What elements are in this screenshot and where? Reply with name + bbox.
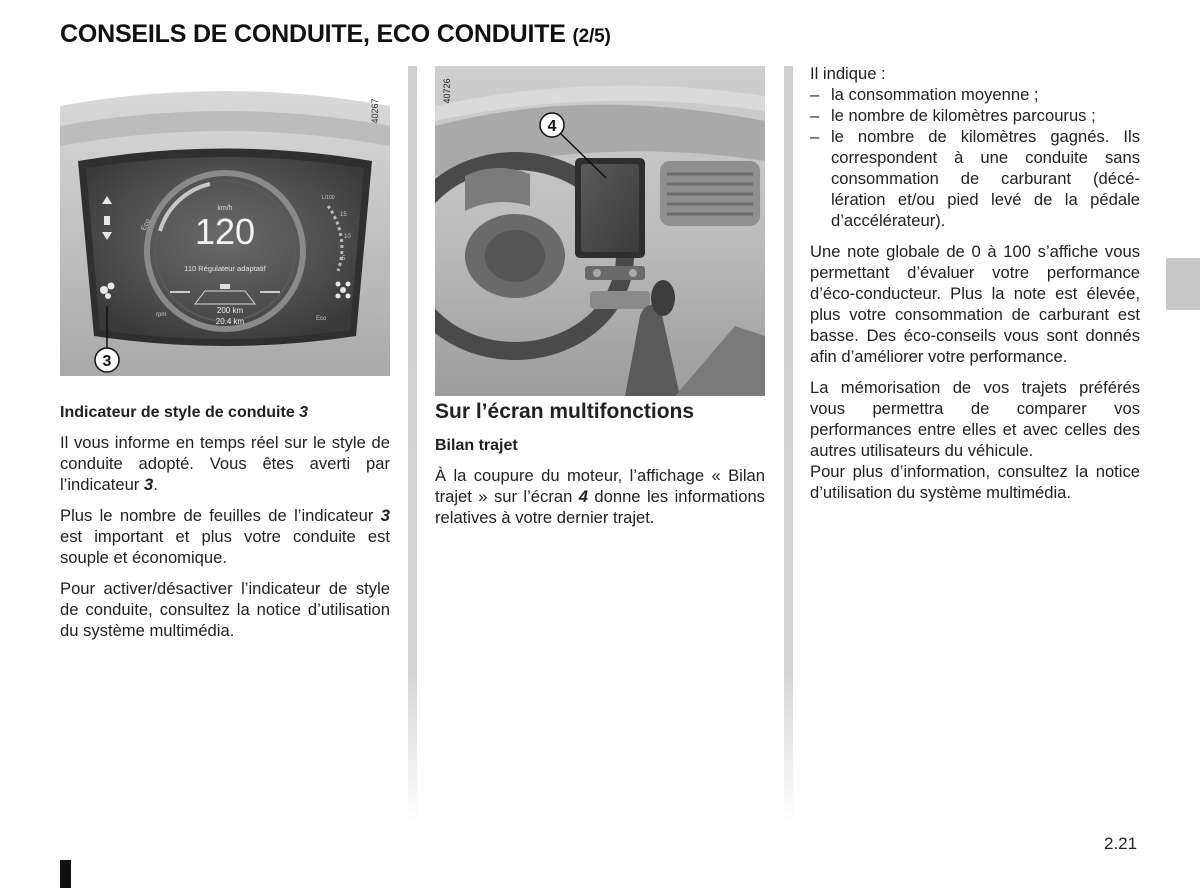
speed-unit: km/h [217,205,233,212]
p2-end: est important et plus votre conduite est souple et économique. [60,527,390,567]
page-title-text: CONSEILS DE CONDUITE, ECO CONDUITE [60,20,566,48]
cruise-text: 110 Régulateur adaptatif [184,264,266,273]
p1-text: Il vous informe en temps réel sur le style de conduite adopté. Vous êtes averti par l’indicateur [60,433,390,494]
trip-p1-ref: 4 [578,487,588,506]
trip-summary-paragraph [435,465,765,528]
fuel-tick-5: 5 [342,256,346,262]
figure-ref-40726: 40726 [442,78,452,104]
right-column [810,63,1140,513]
routes-paragraph: La mémorisation de vos trajets préférés vous permettra de comparer vos performances entre elles et avec celles des autres utilisateurs du véhicule. [810,378,1140,460]
indicates-intro: Il indique : [810,64,886,83]
trip-distance: 200 km [216,306,244,315]
trip-p1-start: À la coupure du moteur, l’affichage « Bilan trajet » sur l’écran [435,466,765,506]
fuel-tick-15: 15 [340,212,347,218]
dashboard-illustration [435,66,765,396]
column-separator-2 [784,66,793,826]
driving-style-heading-ref: 3 [299,404,309,421]
trip-p1-end: donne les informations relatives à votre dernier trajet. [435,487,765,527]
trip-summary-subheading: Bilan trajet [435,437,518,454]
instrument-cluster-illustration [60,66,390,376]
page-title [60,20,611,49]
driving-style-paragraph-3: Pour activer/désactiver l’indicateur de style de conduite, consultez la notice d’utilisation du système multimédia. [60,579,390,640]
p2-ref: 3 [380,506,390,525]
driving-style-paragraph-1 [60,432,390,495]
rpm-label: rpm [156,312,167,318]
eco-label-right: Eco [316,316,327,322]
eco-label-left: Eco [140,217,152,232]
list-item: – le nombre de kilomètres parcourus ; [810,105,1140,126]
chapter-tab [1166,258,1200,310]
callout-3: 3 [102,353,112,370]
multifunction-screen-heading: Sur l’écran multifonctions [435,400,695,423]
p1-ref: 3 [143,475,154,494]
fuel-unit: L/100 [322,195,335,201]
left-column [60,402,390,651]
score-paragraph: Une note globale de 0 à 100 s’affiche vous permettant d’évaluer votre performance d’éco-conducteur. Plus la note est élevée, plus votre consommation de carburant est basse. Des éco-conseils vous sont donnés afin d’améliorer votre performance. [810,242,1140,366]
dashboard-figure [435,66,765,396]
corner-mark [60,860,71,888]
callout-4: 4 [547,118,557,135]
column-separator-1 [408,66,417,826]
fuel-tick-10: 10 [344,234,351,240]
driving-style-heading-text: Indicateur de style de conduite [60,404,295,421]
page-title-part: (2/5) [572,26,611,47]
speed-value: 120 [194,211,256,252]
driving-style-paragraph-2 [60,505,390,568]
p2-start: Plus le nombre de feuilles de l’indicateur [60,506,374,525]
figure-ref-40267: 40267 [370,98,380,124]
more-info-paragraph: Pour plus d’information, consultez la notice d’utilisation du système multimédia. [810,462,1140,502]
indicates-list [810,84,1140,231]
driving-style-heading [60,402,390,423]
middle-column [435,401,765,538]
p1-end: . [153,475,158,494]
page-number: 2.21 [1104,834,1138,853]
list-item: – le nombre de kilomètres gagnés. Ils correspondent à une conduite sans consommation de carburant (décé-lération et/ou pied levé de la pédale d’accélérateur). [810,126,1140,231]
list-item: – la consommation moyenne ; [810,84,1140,105]
instrument-cluster-figure [60,66,390,376]
trip-distance-2: 20.4 km [215,317,245,326]
